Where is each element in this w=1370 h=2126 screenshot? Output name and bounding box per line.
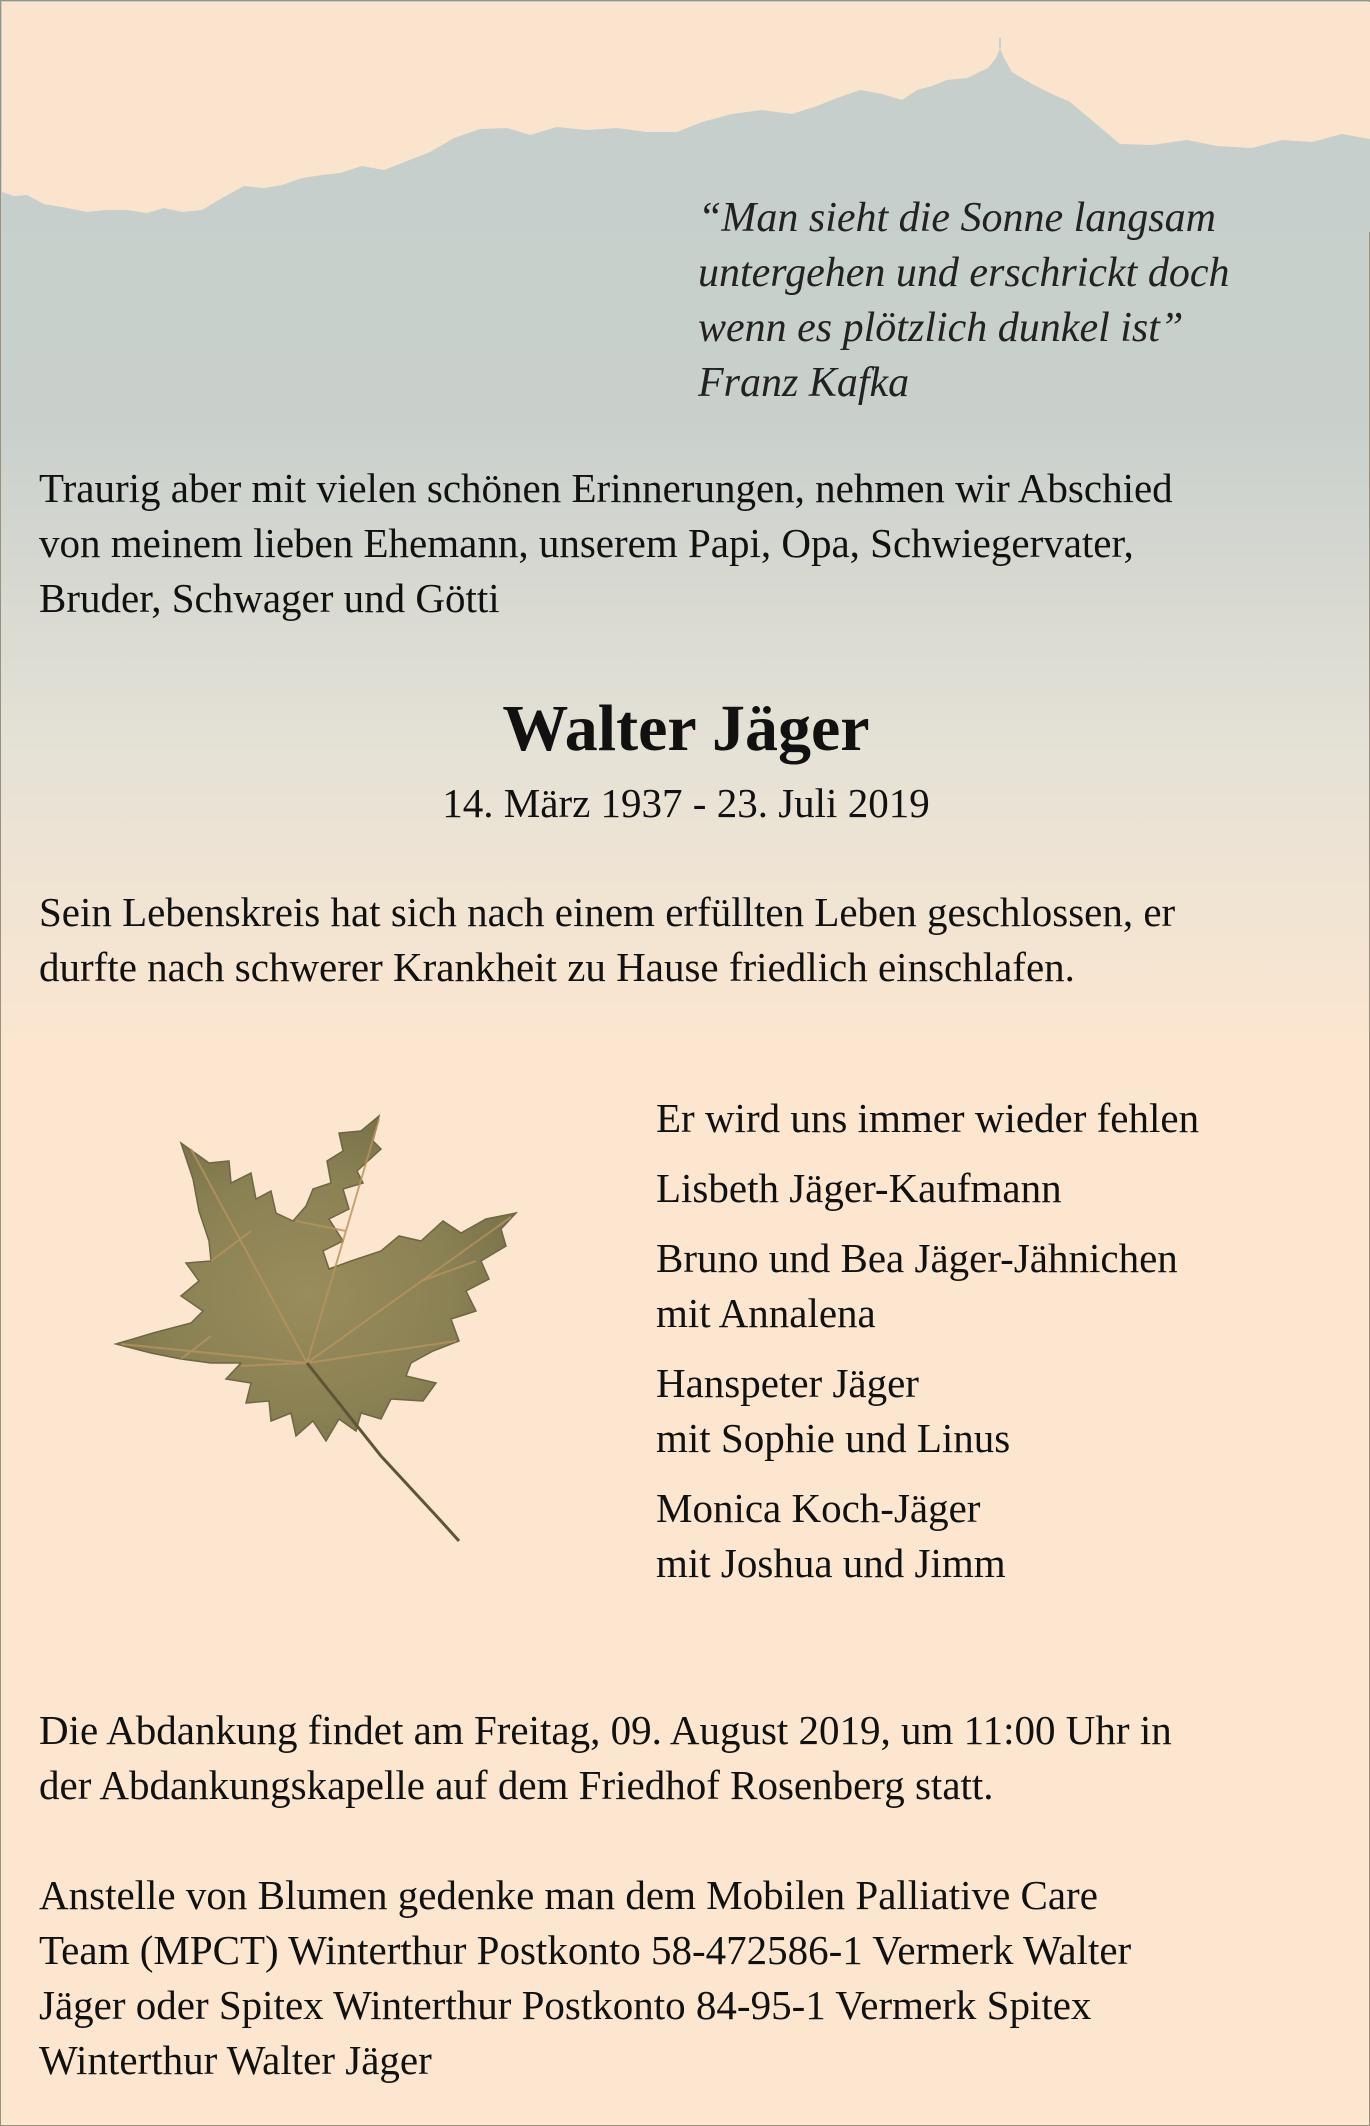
donation-info — [39, 1868, 1339, 2088]
intro-line: Traurig aber mit vielen schönen Erinnerungen, nehmen wir Abschied — [39, 465, 1173, 511]
quote-line: “Man sieht die Sonne langsam — [698, 195, 1216, 241]
mourner-group — [656, 1231, 1356, 1341]
funeral-service-info — [39, 1703, 1339, 1813]
life-line: Sein Lebenskreis hat sich nach einem erfüllten Leben geschlossen, er — [39, 889, 1176, 935]
deceased-name: Walter Jäger — [502, 692, 870, 765]
donation-line: Jäger oder Spitex Winterthur Postkonto 84-95-1 Vermerk Spitex — [39, 1982, 1092, 2028]
mourner-name: Monica Koch-Jäger — [656, 1485, 981, 1531]
kafka-quote — [698, 191, 1338, 411]
mourner-name: Bruno und Bea Jäger-Jähnichen — [656, 1235, 1178, 1281]
mourner-children: mit Annalena — [656, 1290, 876, 1336]
service-line: der Abdankungskapelle auf dem Friedhof Rosenberg statt. — [39, 1762, 994, 1808]
mourner-group — [656, 1481, 1356, 1591]
maple-leaf-icon — [81, 1101, 561, 1571]
service-line: Die Abdankung findet am Freitag, 09. August 2019, um 11:00 Uhr in — [39, 1707, 1172, 1753]
mourner-name: Hanspeter Jäger — [656, 1360, 919, 1406]
donation-line: Winterthur Walter Jäger — [39, 2037, 432, 2083]
life-line: durfte nach schwerer Krankheit zu Hause friedlich einschlafen. — [39, 944, 1075, 990]
mourners-list — [656, 1091, 1356, 1606]
quote-line: wenn es plötzlich dunkel ist” — [698, 305, 1184, 351]
mourner-children: mit Joshua und Jimm — [656, 1540, 1006, 1586]
mourner-name: Lisbeth Jäger-Kaufmann — [656, 1165, 1062, 1211]
life-text — [39, 885, 1339, 995]
intro-text — [39, 461, 1339, 626]
mourners-heading: Er wird uns immer wieder fehlen — [656, 1095, 1200, 1141]
quote-author: Franz Kafka — [698, 360, 910, 406]
donation-line: Team (MPCT) Winterthur Postkonto 58-472586-1 Vermerk Walter — [39, 1927, 1132, 1973]
life-dates: 14. März 1937 - 23. Juli 2019 — [442, 780, 930, 826]
mourner-group — [656, 1356, 1356, 1466]
intro-line: von meinem lieben Ehemann, unserem Papi, Opa, Schwiegervater, — [39, 520, 1134, 566]
donation-line: Anstelle von Blumen gedenke man dem Mobilen Palliative Care — [39, 1872, 1098, 1918]
quote-line: untergehen und erschrickt doch — [698, 250, 1230, 296]
intro-line: Bruder, Schwager und Götti — [39, 575, 500, 621]
mourner-group — [656, 1161, 1356, 1216]
mourner-children: mit Sophie und Linus — [656, 1415, 1011, 1461]
